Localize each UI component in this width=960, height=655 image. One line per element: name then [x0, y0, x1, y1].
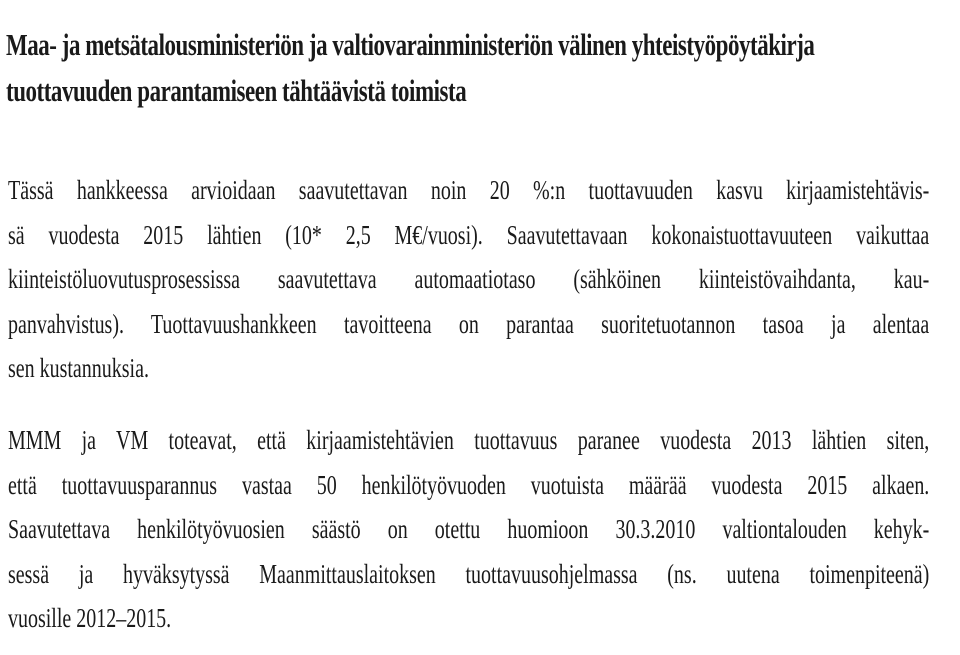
paragraph-line: Tässä hankkeessa arvioidaan saavutettavan noin 20 %:n tuottavuuden kasvu kirjaamistehtävis-: [8, 175, 930, 205]
paragraph-line: sä vuodesta 2015 lähtien (10* 2,5 M€/vuosi). Saavutettavaan kokonaistuottavuuteen vaikuttaa: [8, 219, 930, 250]
paragraph-line: sessä ja hyväksytyssä Maanmittauslaitoksen tuottavuusohjelmassa (ns. uutena toimenpiteenä): [8, 558, 930, 589]
title-line: Maa- ja metsätalousministeriön ja valtiovarainministeriön välinen yhteistyöpöytäkirja: [6, 27, 815, 62]
paragraph-line: että tuottavuusparannus vastaa 50 henkilötyövuoden vuotuista määrää vuodesta 2015 alkaen.: [8, 469, 930, 500]
paragraph-line: Saavutettava henkilötyövuosien säästö on otettu huomioon 30.3.2010 valtiontalouden kehyk-: [8, 514, 930, 544]
paragraph-line: sen kustannuksia.: [8, 353, 149, 383]
paragraph-line: panvahvistus). Tuottavuushankkeen tavoitteena on parantaa suoritetuotannon tasoa ja alentaa: [8, 308, 930, 339]
document-title: [6, 22, 946, 114]
title-line: tuottavuuden parantamiseen tähtäävistä toimista: [6, 73, 467, 108]
paragraph-line: kiinteistöluovutusprosessissa saavutettava automaatiotaso (sähköinen kiinteistövaihdanta, kau-: [8, 264, 930, 294]
paragraph-line: MMM ja VM toteavat, että kirjaamistehtävien tuottavuus paranee vuodesta 2013 lähtien siten,: [8, 425, 930, 455]
paragraph-agreement: [8, 418, 929, 641]
paragraph-productivity-estimate: [8, 168, 929, 391]
paragraph-line: vuosille 2012–2015.: [8, 603, 172, 633]
